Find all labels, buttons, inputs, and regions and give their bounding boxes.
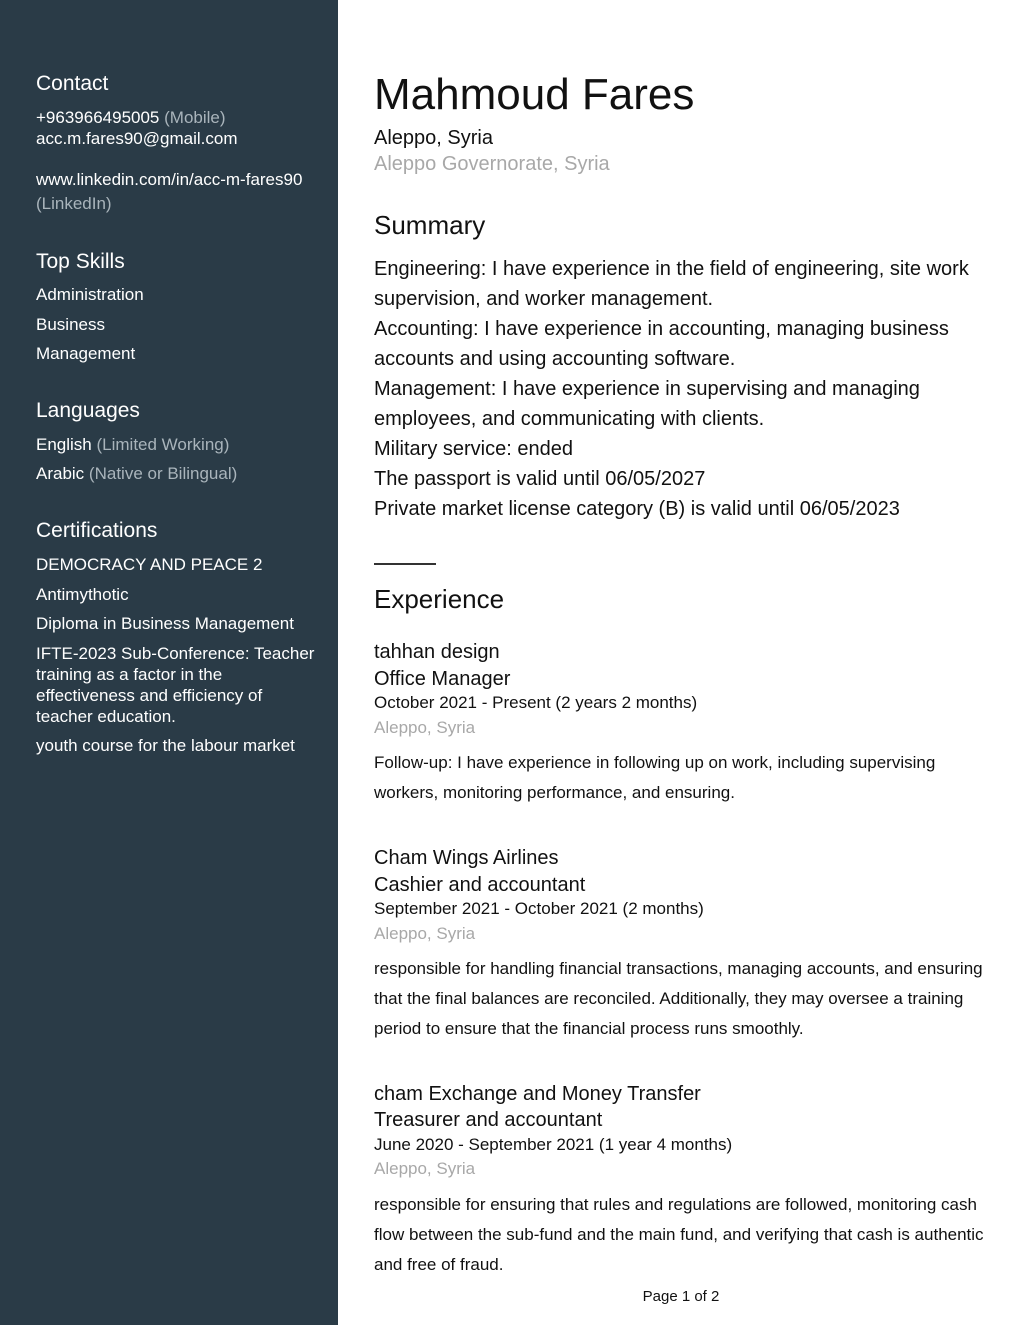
certification-item: Diploma in Business Management [36, 614, 294, 633]
summary-line: Military service: ended [374, 438, 573, 460]
language-name: English [36, 435, 92, 454]
certification-item: DEMOCRACY AND PEACE 2 [36, 555, 263, 574]
job-location: Aleppo, Syria [374, 1159, 476, 1178]
summary-line: Management: I have experience in supervising and managing [374, 378, 920, 400]
language-name: Arabic [36, 464, 85, 483]
job-company: cham Exchange and Money Transfer [374, 1083, 701, 1105]
skill-item: Business [36, 315, 105, 334]
job-title: Cashier and accountant [374, 874, 586, 896]
skill-item: Management [36, 344, 136, 363]
language-level: (Limited Working) [96, 435, 230, 454]
contact-phone [36, 107, 226, 128]
certification-item: youth course for the labour market [36, 736, 295, 755]
job-location: Aleppo, Syria [374, 924, 476, 943]
skill-item: Administration [36, 285, 144, 304]
location-region: Aleppo Governorate, Syria [374, 153, 610, 175]
job-dates: June 2020 - September 2021 (1 year 4 months) [374, 1135, 733, 1154]
contact-linkedin-label: (LinkedIn) [36, 194, 112, 213]
job-description: responsible for handling financial transactions, managing accounts, and ensuring that the final balances are reconciled. Additionally, they may oversee a training period to ensure that the financial process runs smoothly. [374, 959, 983, 1038]
summary-line: The passport is valid until 06/05/2027 [374, 468, 706, 490]
job-description: responsible for ensuring that rules and regulations are followed, monitoring cash flow between the sub-fund and the main fund, and verifying that cash is authentic and free of fraud. [374, 1195, 984, 1274]
location-city: Aleppo, Syria [374, 127, 493, 149]
job-company: tahhan design [374, 641, 500, 663]
sidebar [0, 0, 338, 1325]
job-title: Office Manager [374, 668, 511, 690]
summary-line: supervision, and worker management. [374, 288, 714, 310]
top-skills-heading: Top Skills [36, 250, 125, 273]
experience-heading: Experience [374, 584, 505, 614]
summary-line: Accounting: I have experience in accounting, managing business [374, 318, 949, 340]
summary-heading: Summary [374, 210, 486, 240]
job-company: Cham Wings Airlines [374, 847, 559, 869]
job-title: Treasurer and accountant [374, 1109, 603, 1131]
profile-name: Mahmoud Fares [374, 70, 695, 119]
phone-type: (Mobile) [164, 108, 226, 127]
page-number: Page 1 of 2 [642, 1288, 720, 1305]
job-location: Aleppo, Syria [374, 718, 476, 737]
summary-line: accounts and using accounting software. [374, 348, 736, 370]
certification-item: IFTE-2023 Sub-Conference: Teacher training as a factor in the effectiveness and efficiency of teacher education. [36, 644, 315, 726]
summary-line: Engineering: I have experience in the field of engineering, site work [374, 258, 969, 280]
summary-line: Private market license category (B) is valid until 06/05/2023 [374, 498, 900, 520]
certifications-heading: Certifications [36, 519, 158, 542]
contact-linkedin-url[interactable]: www.linkedin.com/in/acc-m-fares90 [36, 170, 303, 189]
languages-heading: Languages [36, 399, 140, 422]
summary-line: employees, and communicating with clients. [374, 408, 765, 430]
phone-number[interactable]: +963966495005 [36, 108, 160, 127]
job-description: Follow-up: I have experience in following up on work, including supervising workers, monitoring performance, and ensuring. [374, 753, 936, 802]
language-item [36, 434, 229, 455]
language-item [36, 463, 237, 484]
contact-heading: Contact [36, 72, 109, 95]
summary-body [374, 254, 994, 524]
job-dates: October 2021 - Present (2 years 2 months) [374, 693, 698, 712]
certification-item: Antimythotic [36, 585, 129, 604]
job-dates: September 2021 - October 2021 (2 months) [374, 899, 704, 918]
language-level: (Native or Bilingual) [88, 464, 238, 483]
contact-email[interactable]: acc.m.fares90@gmail.com [36, 129, 238, 148]
section-divider [374, 563, 436, 565]
